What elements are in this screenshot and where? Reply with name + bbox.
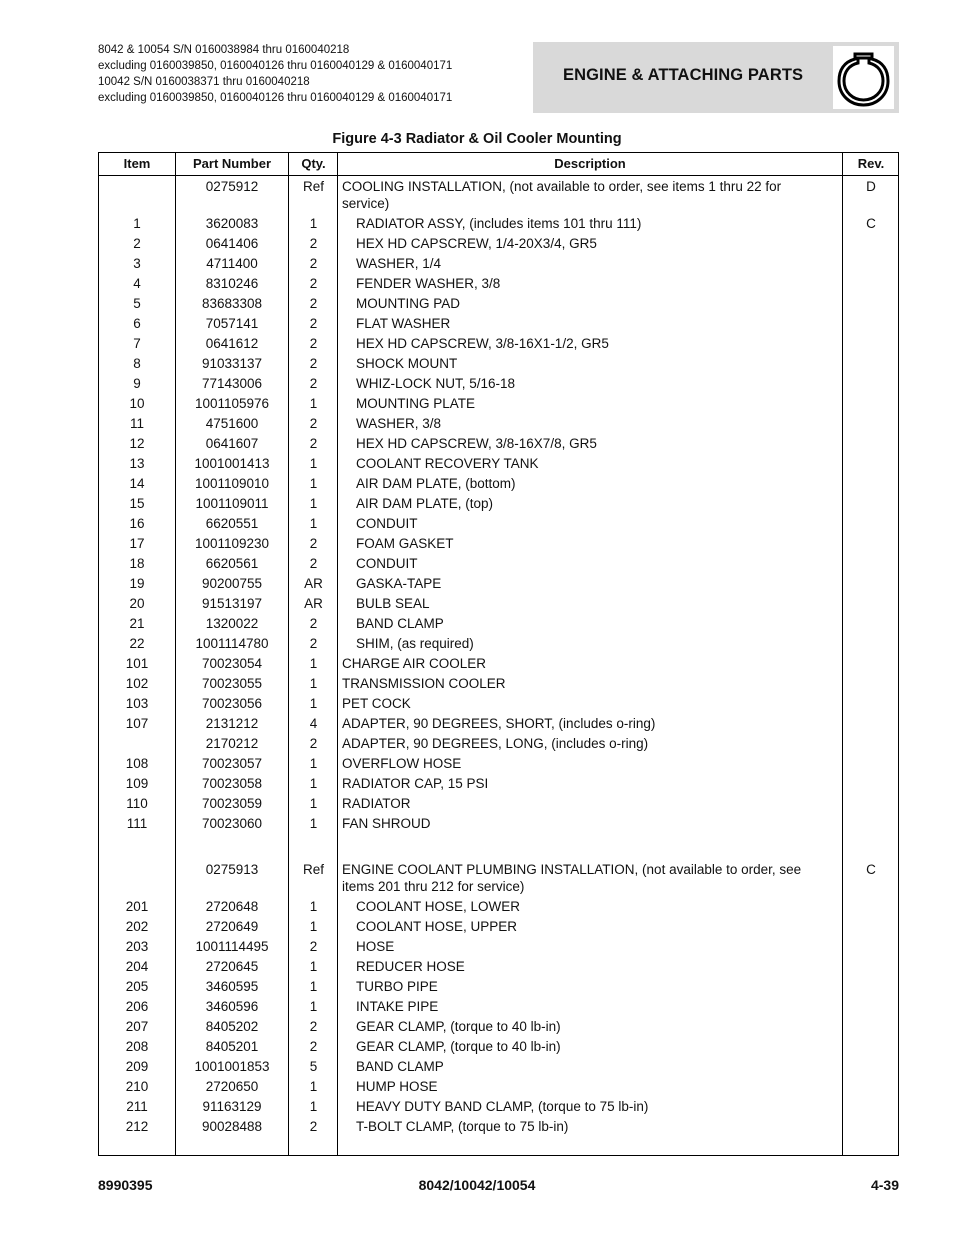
table-row <box>99 895 898 915</box>
part-number-cell: 1001001413 <box>194 456 270 471</box>
qty-cell: 2 <box>309 376 318 391</box>
qty-cell: 2 <box>309 256 318 271</box>
part-number-cell: 1001114780 <box>195 636 269 651</box>
part-number-cell: 83683308 <box>201 296 263 311</box>
description-cell: MOUNTING PAD <box>356 296 460 311</box>
column-header-description: Description <box>554 156 626 171</box>
qty-cell: 2 <box>309 1019 318 1034</box>
part-number-cell: 1001109230 <box>194 536 270 551</box>
item-cell: 202 <box>125 919 149 934</box>
table-row <box>99 732 898 752</box>
part-number-cell: 91163129 <box>202 1099 262 1114</box>
description-cell: RADIATOR ASSY, (includes items 101 thru 111) <box>356 216 642 231</box>
description-cell: ENGINE COOLANT PLUMBING INSTALLATION, (not available to order, see items 201 thru 212 for service) <box>342 862 802 894</box>
item-cell: 6 <box>133 316 141 331</box>
description-cell: TRANSMISSION COOLER <box>342 676 506 691</box>
table-row <box>99 292 898 312</box>
table-row <box>99 915 898 935</box>
item-cell: 108 <box>125 756 149 771</box>
part-number-cell: 2131212 <box>205 716 259 731</box>
table-row <box>99 632 898 652</box>
qty-cell: 1 <box>309 796 318 811</box>
table-row <box>99 212 898 232</box>
qty-cell: 2 <box>309 316 318 331</box>
description-cell: RADIATOR CAP, 15 PSI <box>342 776 489 791</box>
item-cell: 205 <box>125 979 149 994</box>
description-cell: BULB SEAL <box>356 596 430 611</box>
qty-cell: 2 <box>309 436 318 451</box>
description-cell: FENDER WASHER, 3/8 <box>356 276 501 291</box>
part-number-cell: 6620551 <box>205 516 259 531</box>
item-cell: 18 <box>129 556 145 571</box>
qty-cell: 1 <box>309 919 318 934</box>
item-cell: 1 <box>133 216 141 231</box>
qty-cell: 1 <box>309 676 318 691</box>
part-number-cell: 1001105976 <box>194 396 270 411</box>
table-row <box>99 332 898 352</box>
column-header-part-number: Part Number <box>192 156 272 171</box>
part-number-cell: 6620561 <box>205 556 259 571</box>
description-cell: CONDUIT <box>356 556 418 571</box>
qty-cell: 1 <box>309 756 318 771</box>
description-cell: HUMP HOSE <box>356 1079 438 1094</box>
description-cell: WASHER, 3/8 <box>356 416 442 431</box>
description-cell: AIR DAM PLATE, (bottom) <box>356 476 516 491</box>
qty-cell: 1 <box>309 496 318 511</box>
part-number-cell: 70023054 <box>201 656 263 671</box>
table-row <box>99 175 898 212</box>
part-number-cell: 77143006 <box>201 376 263 391</box>
table-row <box>99 532 898 552</box>
part-number-cell: 2720648 <box>205 899 259 914</box>
qty-cell: 1 <box>309 396 318 411</box>
description-cell: HEX HD CAPSCREW, 1/4-20X3/4, GR5 <box>356 236 597 251</box>
table-row <box>99 1095 898 1115</box>
description-cell: FOAM GASKET <box>356 536 454 551</box>
table-row <box>99 572 898 592</box>
part-number-cell: 70023056 <box>201 696 263 711</box>
section-tab <box>533 42 899 113</box>
qty-cell: 1 <box>309 999 318 1014</box>
description-cell: FLAT WASHER <box>356 316 451 331</box>
item-cell: 101 <box>125 656 149 671</box>
description-cell: HEAVY DUTY BAND CLAMP, (torque to 75 lb-in) <box>356 1099 649 1114</box>
table-row <box>99 392 898 412</box>
qty-cell: 2 <box>309 616 318 631</box>
table-row <box>99 1055 898 1075</box>
qty-cell: 2 <box>309 276 318 291</box>
qty-cell: 1 <box>309 1079 318 1094</box>
table-row <box>99 412 898 432</box>
table-row <box>99 672 898 692</box>
table-row <box>99 452 898 472</box>
qty-cell: 2 <box>309 236 318 251</box>
part-number-cell: 70023057 <box>201 756 263 771</box>
part-number-cell: 1001114495 <box>195 939 269 954</box>
part-number-cell: 0641612 <box>205 336 259 351</box>
item-cell: 8 <box>133 356 141 371</box>
table-row <box>99 858 898 895</box>
qty-cell: 2 <box>309 416 318 431</box>
table-row <box>99 792 898 812</box>
item-cell: 10 <box>129 396 145 411</box>
engine-icon <box>833 46 894 109</box>
part-number-cell: 70023058 <box>201 776 263 791</box>
qty-cell: 1 <box>309 979 318 994</box>
qty-cell: Ref <box>302 862 324 877</box>
column-header-rev: Rev. <box>857 156 885 171</box>
qty-cell: 1 <box>309 216 318 231</box>
item-cell: 15 <box>129 496 145 511</box>
part-number-cell: 3620083 <box>205 216 259 231</box>
qty-cell: Ref <box>302 179 324 194</box>
description-cell: REDUCER HOSE <box>356 959 465 974</box>
description-cell: ADAPTER, 90 DEGREES, SHORT, (includes o-ring) <box>342 716 656 731</box>
qty-cell: AR <box>304 576 323 591</box>
part-number-cell: 7057141 <box>205 316 259 331</box>
rev-cell: C <box>866 862 876 877</box>
table-row <box>99 232 898 252</box>
table-row <box>99 472 898 492</box>
qty-cell: 1 <box>309 696 318 711</box>
description-cell: SHIM, (as required) <box>356 636 474 651</box>
column-header-qty: Qty. <box>301 156 326 171</box>
qty-cell: 1 <box>309 1099 318 1114</box>
part-number-cell: 91033137 <box>201 356 263 371</box>
item-cell: 12 <box>129 436 145 451</box>
section-title: ENGINE & ATTACHING PARTS <box>563 66 804 84</box>
table-row <box>99 772 898 792</box>
qty-cell: 1 <box>309 516 318 531</box>
rev-cell: D <box>866 179 876 194</box>
description-cell: HEX HD CAPSCREW, 3/8-16X1-1/2, GR5 <box>356 336 609 351</box>
part-number-cell: 70023060 <box>201 816 263 831</box>
part-number-cell: 0641607 <box>205 436 259 451</box>
description-cell: SHOCK MOUNT <box>356 356 458 371</box>
qty-cell: 1 <box>309 656 318 671</box>
part-number-cell: 70023055 <box>201 676 263 691</box>
description-cell: RADIATOR <box>342 796 411 811</box>
item-cell: 19 <box>129 576 145 591</box>
item-cell: 207 <box>125 1019 149 1034</box>
description-cell: TURBO PIPE <box>356 979 438 994</box>
part-number-cell: 8405202 <box>205 1019 259 1034</box>
qty-cell: 5 <box>309 1059 318 1074</box>
description-cell: GEAR CLAMP, (torque to 40 lb-in) <box>356 1039 561 1054</box>
item-cell: 204 <box>125 959 149 974</box>
part-number-cell: 90200755 <box>201 576 263 591</box>
description-cell: CONDUIT <box>356 516 418 531</box>
item-cell: 13 <box>129 456 145 471</box>
item-cell: 17 <box>129 536 145 551</box>
item-cell: 209 <box>125 1059 149 1074</box>
item-cell: 9 <box>133 376 141 391</box>
description-cell: OVERFLOW HOSE <box>342 756 462 771</box>
item-cell: 211 <box>126 1099 148 1114</box>
table-row <box>99 692 898 712</box>
description-cell: HEX HD CAPSCREW, 3/8-16X7/8, GR5 <box>356 436 597 451</box>
item-cell: 203 <box>125 939 149 954</box>
table-row <box>99 492 898 512</box>
table-row <box>99 712 898 732</box>
qty-cell: 2 <box>309 536 318 551</box>
qty-cell: 2 <box>309 939 318 954</box>
part-number-cell: 4711400 <box>206 256 258 271</box>
part-number-cell: 3460596 <box>205 999 259 1014</box>
part-number-cell: 8310246 <box>205 276 259 291</box>
qty-cell: 1 <box>309 476 318 491</box>
item-cell: 3 <box>133 256 141 271</box>
description-cell: BAND CLAMP <box>356 616 444 631</box>
qty-cell: 1 <box>309 456 318 471</box>
parts-table <box>98 152 899 1156</box>
table-row <box>99 955 898 975</box>
item-cell: 7 <box>133 336 141 351</box>
description-cell: GEAR CLAMP, (torque to 40 lb-in) <box>356 1019 561 1034</box>
table-row <box>99 372 898 392</box>
item-cell: 110 <box>126 796 148 811</box>
qty-cell: AR <box>304 596 323 611</box>
qty-cell: 2 <box>309 356 318 371</box>
qty-cell: 2 <box>309 736 318 751</box>
item-cell: 210 <box>125 1079 149 1094</box>
part-number-cell: 70023059 <box>201 796 263 811</box>
part-number-cell: 0275912 <box>205 179 259 194</box>
part-number-cell: 3460595 <box>205 979 259 994</box>
qty-cell: 2 <box>309 296 318 311</box>
table-row <box>99 352 898 372</box>
description-cell: WASHER, 1/4 <box>356 256 442 271</box>
item-cell: 5 <box>133 296 141 311</box>
part-number-cell: 2170212 <box>205 736 259 751</box>
part-number-cell: 1001001853 <box>194 1059 270 1074</box>
item-cell: 206 <box>125 999 149 1014</box>
qty-cell: 2 <box>309 336 318 351</box>
table-row <box>99 1015 898 1035</box>
table-row <box>99 752 898 772</box>
table-row <box>99 312 898 332</box>
part-number-cell: 8405201 <box>205 1039 259 1054</box>
part-number-cell: 0641406 <box>205 236 259 251</box>
description-cell: ADAPTER, 90 DEGREES, LONG, (includes o-ring) <box>342 736 649 751</box>
item-cell: 22 <box>129 636 145 651</box>
item-cell: 201 <box>125 899 149 914</box>
table-row <box>99 1035 898 1055</box>
qty-cell: 2 <box>309 1039 318 1054</box>
item-cell: 2 <box>133 236 141 251</box>
item-cell: 20 <box>129 596 145 611</box>
table-row <box>99 935 898 955</box>
table-row <box>99 652 898 672</box>
description-cell: T-BOLT CLAMP, (torque to 75 lb-in) <box>356 1119 569 1134</box>
item-cell: 212 <box>125 1119 149 1134</box>
document-number: 8990395 <box>98 1177 153 1193</box>
description-cell: AIR DAM PLATE, (top) <box>356 496 494 511</box>
page-number: 4-39 <box>870 1177 899 1193</box>
applicability-line: excluding 0160039850, 0160040126 thru 0160040129 & 0160040171 <box>98 60 453 72</box>
table-row <box>99 1115 898 1135</box>
part-number-cell: 4751600 <box>205 416 259 431</box>
qty-cell: 1 <box>309 816 318 831</box>
table-row <box>99 592 898 612</box>
column-header-item: Item <box>123 156 151 171</box>
item-cell: 11 <box>129 416 144 431</box>
description-cell: COOLANT RECOVERY TANK <box>356 456 539 471</box>
description-cell: MOUNTING PLATE <box>356 396 476 411</box>
item-cell: 4 <box>133 276 141 291</box>
table-row <box>99 1075 898 1095</box>
description-cell: CHARGE AIR COOLER <box>342 656 487 671</box>
applicability-line: 8042 & 10054 S/N 0160038984 thru 0160040218 <box>98 44 350 56</box>
description-cell: FAN SHROUD <box>342 816 431 831</box>
qty-cell: 2 <box>309 1119 318 1134</box>
qty-cell: 4 <box>309 716 318 731</box>
table-row <box>99 975 898 995</box>
description-cell: INTAKE PIPE <box>356 999 439 1014</box>
item-cell: 16 <box>129 516 145 531</box>
table-row <box>99 612 898 632</box>
part-number-cell: 0275913 <box>205 862 259 877</box>
part-number-cell: 90028488 <box>201 1119 263 1134</box>
part-number-cell: 1001109011 <box>195 496 269 511</box>
description-cell: COOLANT HOSE, UPPER <box>356 919 518 934</box>
table-row <box>99 272 898 292</box>
item-cell: 103 <box>125 696 149 711</box>
table-row <box>99 552 898 572</box>
part-number-cell: 2720650 <box>205 1079 259 1094</box>
description-cell: HOSE <box>356 939 395 954</box>
table-row <box>99 432 898 452</box>
model-numbers: 8042/10042/10054 <box>418 1177 536 1193</box>
part-number-cell: 2720649 <box>205 919 259 934</box>
item-cell: 21 <box>129 616 145 631</box>
qty-cell: 2 <box>309 556 318 571</box>
table-row <box>99 252 898 272</box>
table-row <box>99 812 898 832</box>
part-number-cell: 91513197 <box>201 596 263 611</box>
item-cell: 111 <box>126 816 148 831</box>
figure-title: Figure 4-3 Radiator & Oil Cooler Mounting <box>332 131 622 147</box>
rev-cell: C <box>866 216 876 231</box>
applicability-line: 10042 S/N 0160038371 thru 0160040218 <box>98 76 310 88</box>
applicability-line: excluding 0160039850, 0160040126 thru 0160040129 & 0160040171 <box>98 92 453 104</box>
item-cell: 107 <box>125 716 149 731</box>
part-number-cell: 2720645 <box>205 959 259 974</box>
description-cell: COOLING INSTALLATION, (not available to order, see items 1 thru 22 for service) <box>342 179 782 211</box>
qty-cell: 1 <box>309 959 318 974</box>
part-number-cell: 1320022 <box>205 616 259 631</box>
table-row <box>99 512 898 532</box>
description-cell: GASKA-TAPE <box>356 576 442 591</box>
qty-cell: 1 <box>309 776 318 791</box>
qty-cell: 1 <box>309 899 318 914</box>
description-cell: PET COCK <box>342 696 411 711</box>
item-cell: 208 <box>125 1039 149 1054</box>
table-body <box>99 175 898 1135</box>
applicability-block <box>98 42 452 106</box>
table-row <box>99 995 898 1015</box>
description-cell: WHIZ-LOCK NUT, 5/16-18 <box>356 376 516 391</box>
table-row <box>99 832 898 858</box>
description-cell: BAND CLAMP <box>356 1059 444 1074</box>
qty-cell: 2 <box>309 636 318 651</box>
item-cell: 14 <box>129 476 145 491</box>
description-cell: COOLANT HOSE, LOWER <box>356 899 521 914</box>
item-cell: 102 <box>125 676 149 691</box>
item-cell: 109 <box>125 776 149 791</box>
part-number-cell: 1001109010 <box>194 476 270 491</box>
